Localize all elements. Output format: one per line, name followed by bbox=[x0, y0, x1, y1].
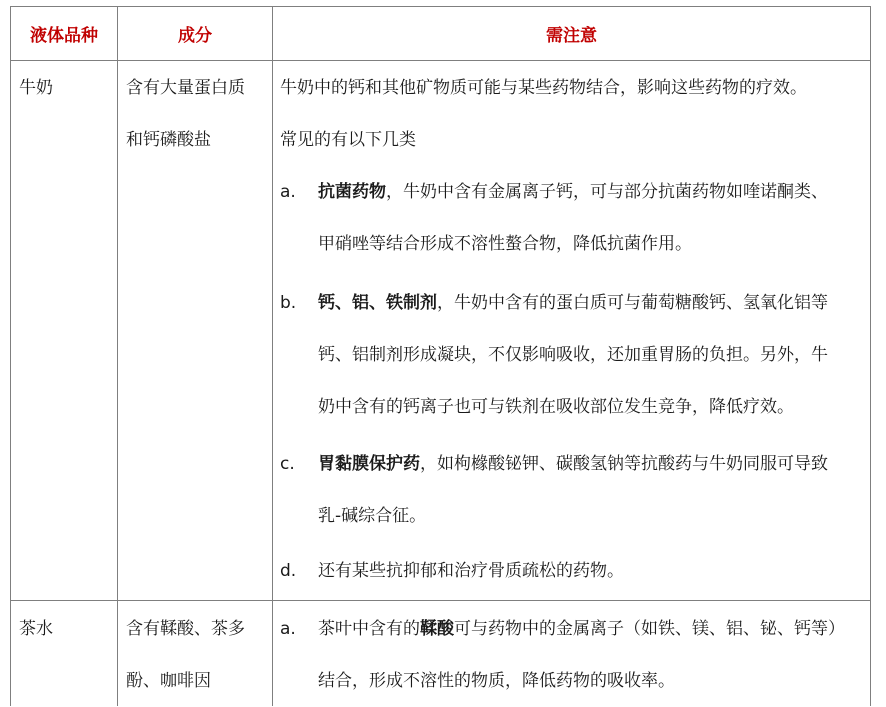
item-marker: a. bbox=[280, 619, 296, 639]
table-border-left bbox=[10, 6, 11, 706]
item-marker: d. bbox=[280, 561, 297, 581]
row-tea-ingredients bbox=[126, 603, 245, 707]
table-border-right bbox=[870, 6, 871, 706]
row-milk-ingredients bbox=[126, 62, 245, 166]
intro-line: 常见的有以下几类 bbox=[280, 130, 416, 150]
item-marker: a. bbox=[280, 182, 296, 202]
ingredients-line: 和钙磷酸盐 bbox=[126, 130, 211, 150]
item-text: 奶中含有的钙离子也可与铁剂在吸收部位发生竞争，降低疗效。 bbox=[318, 397, 794, 417]
item-keyword: 抗菌药物 bbox=[318, 182, 386, 202]
item-text: 结合，形成不溶性的物质，降低药物的吸收率。 bbox=[318, 671, 675, 691]
item-keyword: 鞣酸 bbox=[420, 619, 454, 639]
row-tea-kind: 茶水 bbox=[19, 619, 53, 639]
header-notes: 需注意 bbox=[546, 26, 597, 46]
item-keyword: 钙、铝、铁制剂 bbox=[318, 293, 437, 313]
row-divider bbox=[10, 600, 871, 601]
ingredients-line: 含有大量蛋白质 bbox=[126, 78, 245, 98]
ingredients-line: 酚、咖啡因 bbox=[126, 671, 211, 691]
drug-liquid-table bbox=[10, 6, 871, 706]
item-text: 钙、铝制剂形成凝块，不仅影响吸收，还加重胃肠的负担。另外，牛 bbox=[318, 345, 828, 365]
row-milk-kind: 牛奶 bbox=[19, 78, 53, 98]
row-milk-intro bbox=[280, 62, 807, 166]
header-liquid-type: 液体品种 bbox=[30, 26, 98, 46]
column-divider-2 bbox=[272, 6, 273, 706]
item-text: ，如枸橼酸铋钾、碳酸氢钠等抗酸药与牛奶同服可导致 bbox=[420, 454, 828, 474]
item-text: 还有某些抗抑郁和治疗骨质疏松的药物。 bbox=[318, 561, 624, 581]
item-text: ，牛奶中含有的蛋白质可与葡萄糖酸钙、氢氧化铝等 bbox=[437, 293, 828, 313]
column-divider-1 bbox=[117, 6, 118, 706]
item-text: 甲硝唑等结合形成不溶性螯合物，降低抗菌作用。 bbox=[318, 234, 692, 254]
item-text: 乳-碱综合征。 bbox=[318, 506, 427, 526]
intro-line: 牛奶中的钙和其他矿物质可能与某些药物结合，影响这些药物的疗效。 bbox=[280, 78, 807, 98]
ingredients-line: 含有鞣酸、茶多 bbox=[126, 619, 245, 639]
item-text: ，牛奶中含有金属离子钙，可与部分抗菌药物如喹诺酮类、 bbox=[386, 182, 828, 202]
item-marker: b. bbox=[280, 293, 297, 313]
item-marker: c. bbox=[280, 454, 295, 474]
header-ingredients: 成分 bbox=[178, 26, 212, 46]
item-text: 可与药物中的金属离子（如铁、镁、铝、铋、钙等） bbox=[454, 619, 845, 639]
item-keyword: 胃黏膜保护药 bbox=[318, 454, 420, 474]
item-text: 茶叶中含有的 bbox=[318, 619, 420, 639]
